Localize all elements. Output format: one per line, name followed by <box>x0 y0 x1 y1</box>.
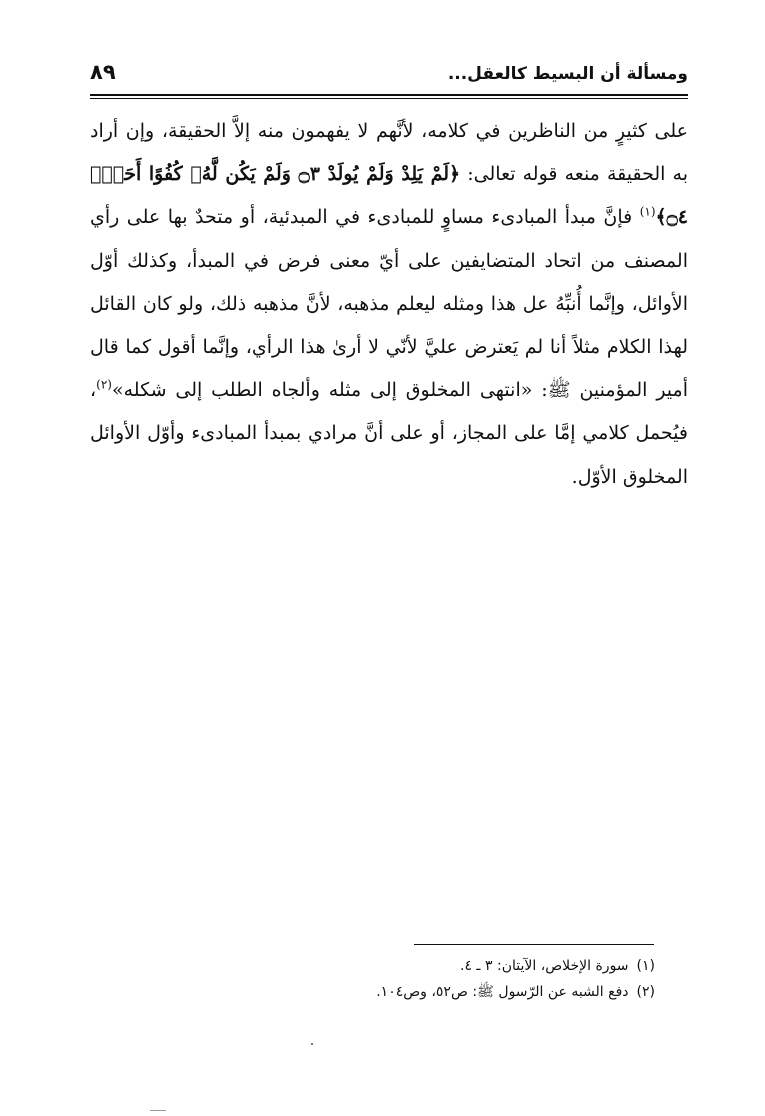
text-part-3: ، فيُحمل كلامي إمَّا على المجاز، أو على أنَّ مرادي بمبدأ المبادىء وأوّل الأوائل المخلوق الأوّل. <box>90 379 688 488</box>
footnote-text: سورة الإخلاص، الآيتان: ٣ ـ ٤. <box>460 958 629 974</box>
footnote-1 <box>95 953 655 979</box>
quran-quote: ﴿لَمْ يَلِدْ وَلَمْ يُولَدْ ۝٣ وَلَمْ يَكُن لَّهُۥ كُفُوًا أَحَدٌۢ ۝٤﴾ <box>90 163 688 229</box>
running-title: ومسألة أن البسيط كالعقل... <box>447 64 688 84</box>
footnotes <box>95 953 655 1005</box>
footnote-ref-2: (٢) <box>96 377 112 392</box>
footnote-2 <box>95 979 655 1005</box>
scan-speck <box>311 1043 313 1045</box>
main-text <box>90 110 688 499</box>
main-paragraph <box>90 110 688 499</box>
text-part-2: فإنَّ مبدأ المبادىء مساوٍ للمبادىء في المبدئية، أو متحدٌ بها على رأي المصنف من اتحاد المتضايفين على أيّ معنى فرض في المبدأ، وكذلك أوّل الأوائل، وإنَّما أُنبِّهُ عل هذا ومثله ليعلم مذهبه، لأنَّ مذهبه ذلك، ولو كان القائل لهذا الكلام مثلاً أنا لم يَعترض عليَّ لأنّي لا أرىٰ هذا الرأي، وإنَّما أقول كما قال أمير المؤمنين ﷺ: «انتهى المخلوق إلى مثله وألجاه الطلب إلى شكله» <box>90 206 688 402</box>
footnote-ref-1: (١) <box>639 205 656 220</box>
text-part-1: على كثيرٍ من الناظرين في كلامه، لأنَّهم لا يفهمون منه إلاَّ الحقيقة، وإن أراد به الحقيقة منعه قوله تعالى: <box>90 120 688 186</box>
page-number: ٨٩ <box>90 60 116 84</box>
footnote-rule <box>414 944 654 945</box>
footnote-text: دفع الشبه عن الرّسول ﷺ: ص٥٢، وص١٠٤. <box>376 984 629 1000</box>
header-rule <box>90 94 688 99</box>
running-header <box>90 58 688 92</box>
footnote-number: (١) <box>636 958 655 974</box>
scan-speck <box>150 1110 166 1111</box>
footnote-number: (٢) <box>636 984 655 1000</box>
